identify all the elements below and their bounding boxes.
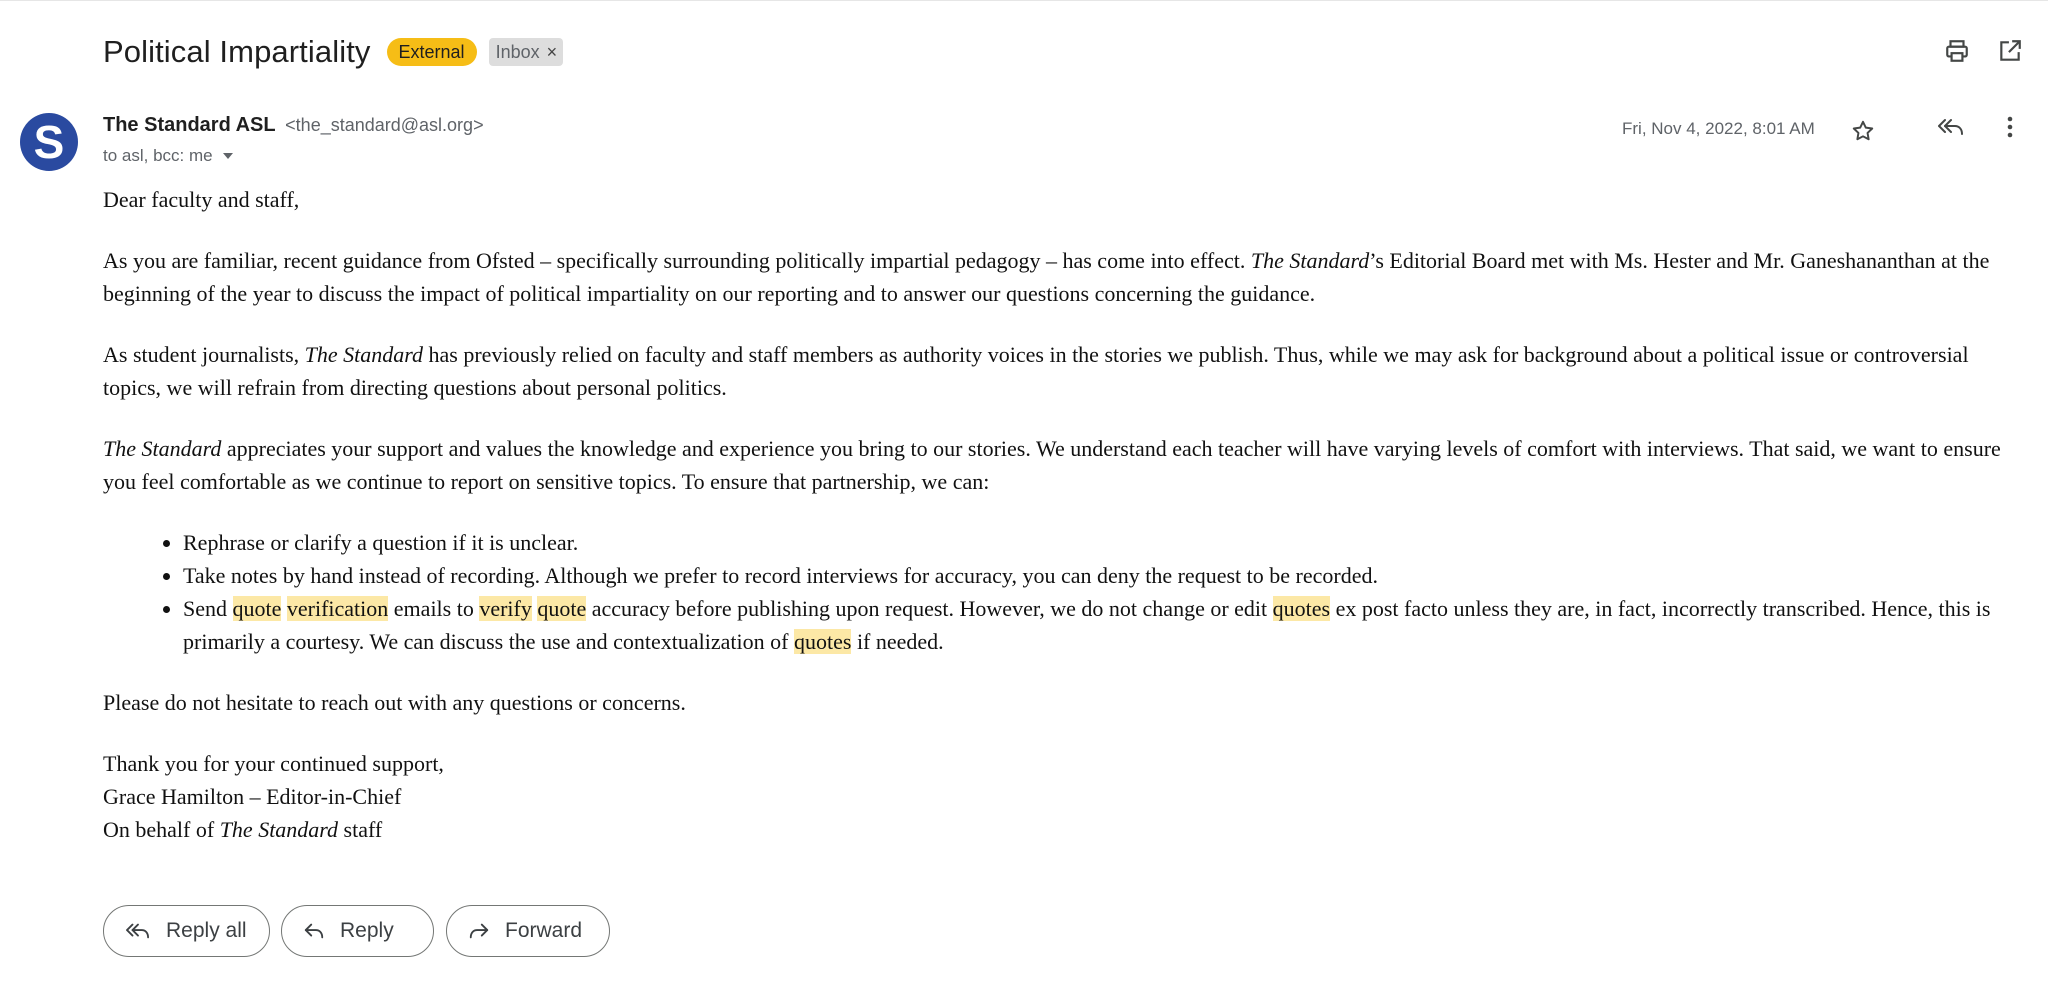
sender-name[interactable]: The Standard ASL xyxy=(103,114,276,136)
external-label-badge: External xyxy=(387,38,477,66)
reply-all-icon xyxy=(124,920,152,942)
inbox-label-chip xyxy=(489,38,564,66)
search-highlight: quote xyxy=(232,596,282,621)
list-item: • Rephrase or clarify a question if it is unclear. xyxy=(183,526,2008,559)
reply-icon xyxy=(302,920,326,942)
open-in-new-window-icon[interactable] xyxy=(1995,36,2025,66)
top-divider xyxy=(0,0,2048,1)
search-highlight: verify xyxy=(479,596,532,621)
signature: Grace Hamilton – Editor-in-Chief xyxy=(103,784,402,809)
forward-button[interactable] xyxy=(446,905,610,957)
recipients-text: to asl, bcc: me xyxy=(103,146,213,165)
sender-email: <the_standard@asl.org> xyxy=(285,115,484,135)
body-paragraph-1: As you are familiar, recent guidance from Ofsted – specifically surrounding politically impartial pedagogy – has come into effect. The Standard’s Editorial Board met with Ms. Hester and Mr. Ganeshananthan at the beginning of the year to discuss the impact of political impartiality on our reporting and to answer our questions concerning the guidance. xyxy=(103,248,1990,306)
print-icon[interactable] xyxy=(1942,36,1972,66)
email-subject: Political Impartiality xyxy=(103,34,371,69)
email-date: Fri, Nov 4, 2022, 8:01 AM xyxy=(1622,119,1815,138)
list-item: • Take notes by hand instead of recording. Although we prefer to record interviews for accuracy, you can deny the request to be recorded. xyxy=(183,559,2008,592)
search-highlight: verification xyxy=(286,596,389,621)
body-paragraph-4: Please do not hesitate to reach out with any questions or concerns. xyxy=(103,690,686,715)
search-highlight: quotes xyxy=(1272,596,1331,621)
sender-avatar[interactable]: S xyxy=(20,113,78,171)
search-highlight: quotes xyxy=(793,629,852,654)
reply-label: Reply xyxy=(340,919,394,942)
sender-line xyxy=(103,114,484,137)
reply-button[interactable] xyxy=(281,905,434,957)
inbox-label-text: Inbox xyxy=(495,42,540,62)
forward-icon xyxy=(467,920,491,942)
greeting: Dear faculty and staff, xyxy=(103,187,300,212)
remove-inbox-label-button[interactable]: × xyxy=(546,42,558,62)
star-outline-icon[interactable] xyxy=(1848,116,1878,146)
more-vertical-icon[interactable] xyxy=(1995,112,2025,142)
body-paragraph-2: As student journalists, The Standard has previously relied on faculty and staff members as authority voices in the stories we publish. Thus, while we may ask for background about a political issue or controversial topics, we will refrain from directing questions about personal politics. xyxy=(103,342,1969,400)
subject-row xyxy=(103,30,563,74)
forward-label: Forward xyxy=(505,919,583,942)
behalf-line: On behalf of The Standard staff xyxy=(103,817,383,842)
body-paragraph-3: The Standard appreciates your support and values the knowledge and experience you bring to our stories. We understand each teacher will have varying levels of comfort with interviews. That said, we want to ensure you feel comfortable as we continue to report on sensitive topics. To ensure that partnership, we can: xyxy=(103,436,2001,494)
recipients-line xyxy=(103,146,235,166)
list-item: • Send quote verification emails to verify quote accuracy before publishing upon request. However, we do not change or edit quotes ex post facto unless they are, in fact, incorrectly transcribed. Hence, this is primarily a courtesy. We can discuss the use and contextualization of quotes if needed. xyxy=(183,592,2008,658)
reply-all-button[interactable] xyxy=(103,905,270,957)
closing: Thank you for your continued support, xyxy=(103,751,444,776)
reply-all-icon[interactable] xyxy=(1936,112,1966,142)
commitments-list xyxy=(103,526,2008,658)
search-highlight: quote xyxy=(537,596,587,621)
caret-down-icon[interactable] xyxy=(221,151,235,161)
reply-all-label: Reply all xyxy=(166,919,247,942)
email-body xyxy=(103,183,2008,846)
